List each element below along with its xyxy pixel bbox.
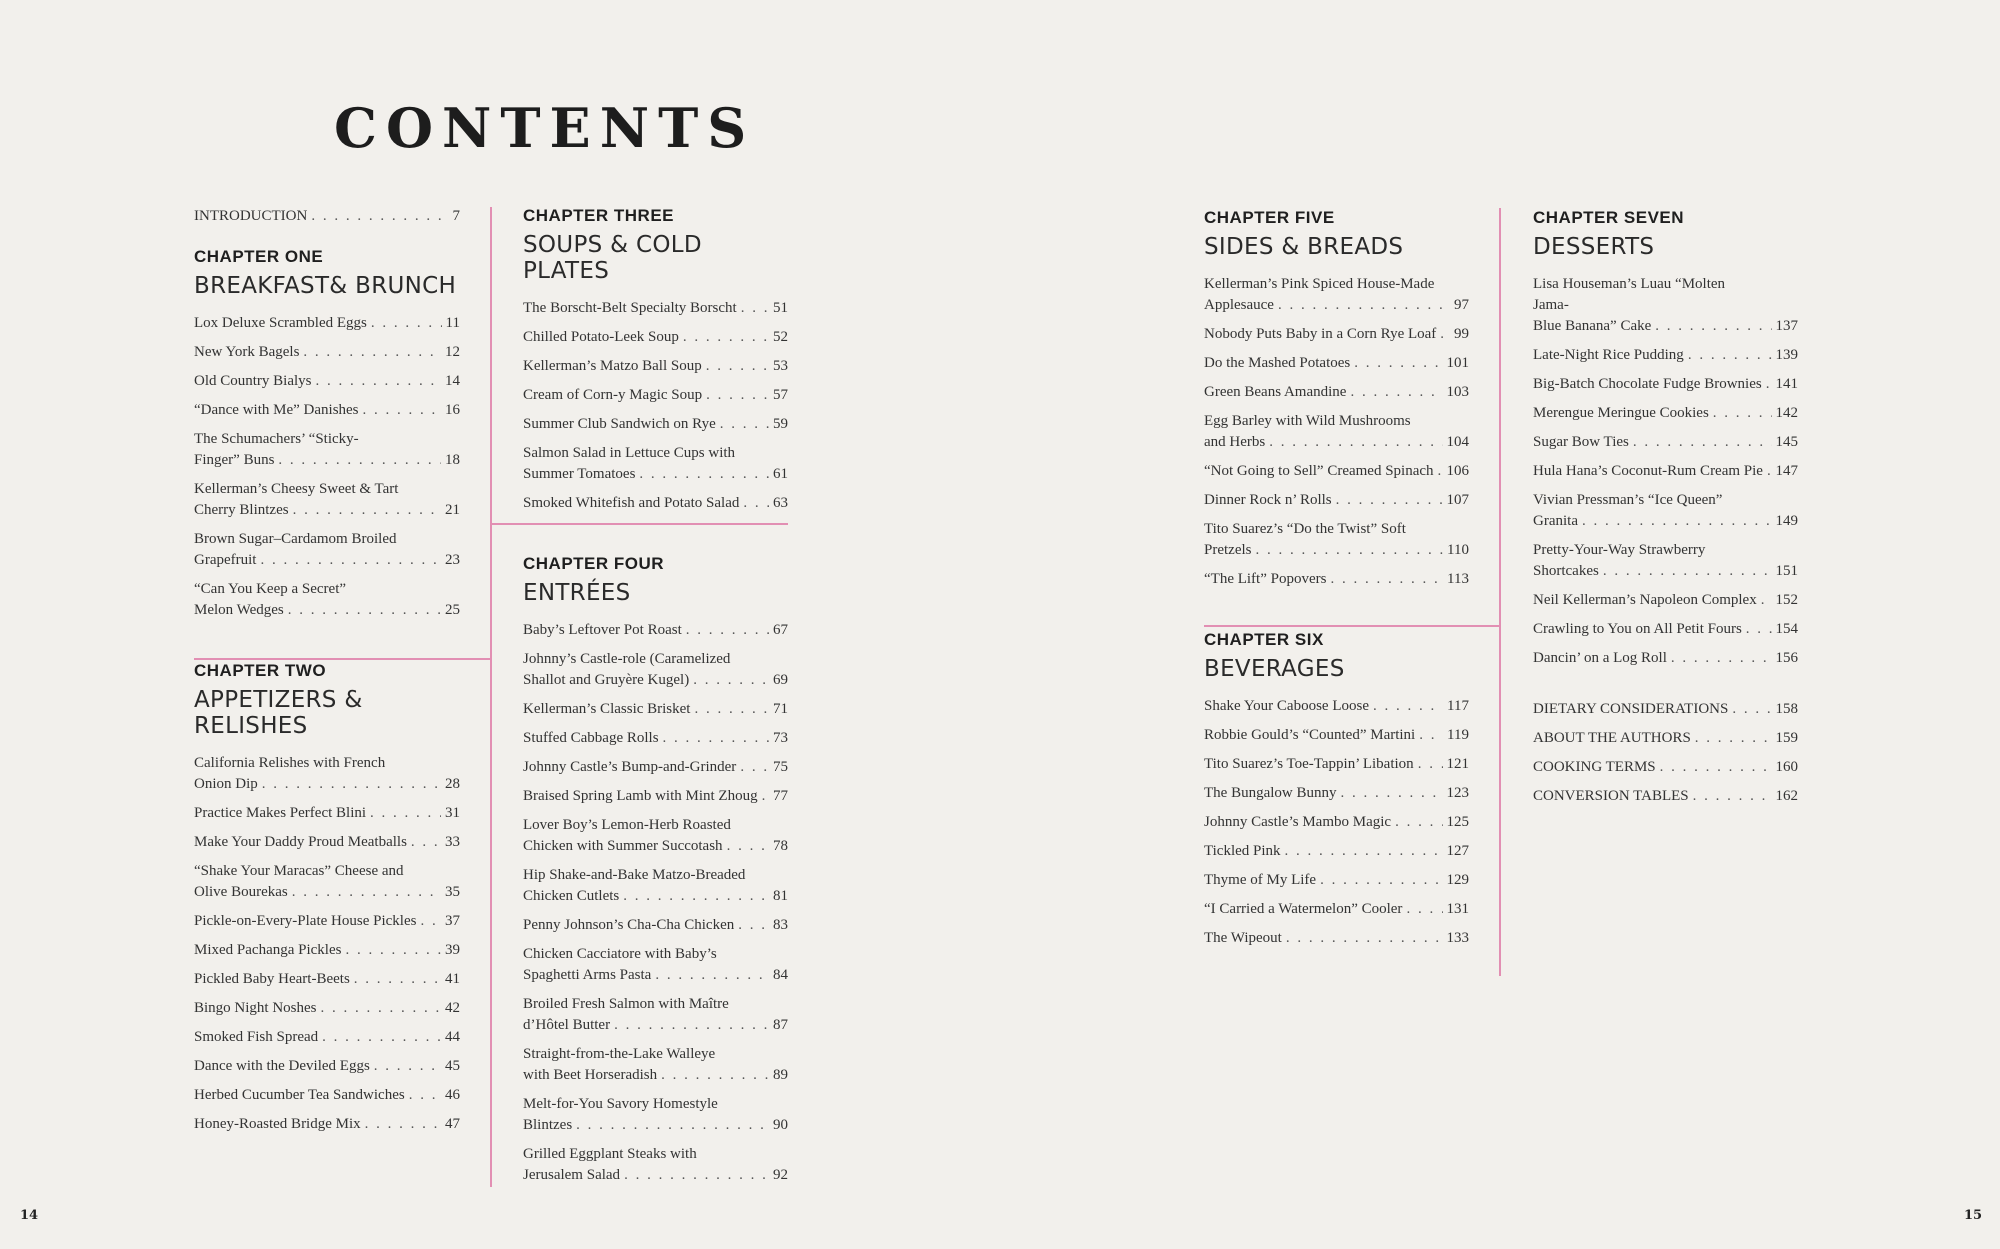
toc-entry[interactable] xyxy=(523,757,788,778)
entry-page: 59 xyxy=(773,416,788,432)
toc-entry[interactable] xyxy=(194,911,460,932)
entry-page: 16 xyxy=(445,402,460,418)
entry-text-line2: Onion Dip xyxy=(194,776,258,792)
toc-entry[interactable] xyxy=(194,579,460,621)
toc-entry[interactable] xyxy=(1204,812,1469,833)
entry-text: Summer Club Sandwich on Rye xyxy=(523,416,716,432)
entry-page: 97 xyxy=(1454,297,1469,313)
entry-page: 21 xyxy=(445,502,460,518)
toc-entry[interactable] xyxy=(523,493,788,514)
entry-page: 90 xyxy=(773,1117,788,1133)
entry-text: Nobody Puts Baby in a Corn Rye Loaf xyxy=(1204,326,1437,342)
chapter-section xyxy=(194,661,460,1135)
entry-text-line1: Melt-for-You Savory Homestyle xyxy=(523,1096,718,1112)
entry-page: 159 xyxy=(1775,730,1798,746)
entry-text: “Not Going to Sell” Creamed Spinach xyxy=(1204,463,1434,479)
toc-entry[interactable] xyxy=(1204,783,1469,804)
section-divider-ch3-ch4 xyxy=(491,523,788,525)
toc-entry[interactable] xyxy=(1533,786,1798,807)
toc-entry[interactable] xyxy=(1533,461,1798,482)
toc-entry[interactable] xyxy=(194,753,460,795)
entry-text-line1: Straight-from-the-Lake Walleye xyxy=(523,1046,716,1062)
entry-page: 139 xyxy=(1775,347,1798,363)
toc-entry[interactable] xyxy=(194,1056,460,1077)
entry-text: Dance with the Deviled Eggs xyxy=(194,1058,370,1074)
toc-entry[interactable] xyxy=(194,1114,460,1135)
entry-page: 133 xyxy=(1446,930,1469,946)
entry-text-line2: Shortcakes xyxy=(1533,563,1599,579)
toc-entry[interactable] xyxy=(194,429,460,471)
toc-entry[interactable] xyxy=(523,815,788,857)
toc-entry[interactable] xyxy=(523,298,788,319)
entry-page: 87 xyxy=(773,1017,788,1033)
entry-text: Johnny Castle’s Bump-and-Grinder xyxy=(523,759,737,775)
chapter-title[interactable]: BEVERAGES xyxy=(1204,656,1345,682)
entry-text: The Borscht-Belt Specialty Borscht xyxy=(523,300,737,316)
toc-entry[interactable] xyxy=(194,342,460,363)
entry-text-line1: Vivian Pressman’s “Ice Queen” xyxy=(1533,492,1723,508)
entry-text-line2: Finger” Buns xyxy=(194,452,275,468)
entry-text: Braised Spring Lamb with Mint Zhoug xyxy=(523,788,758,804)
entry-text: Honey-Roasted Bridge Mix xyxy=(194,1116,361,1132)
entry-text-line2: d’Hôtel Butter xyxy=(523,1017,611,1033)
entry-page: 25 xyxy=(445,602,460,618)
entry-text: “I Carried a Watermelon” Cooler xyxy=(1204,901,1403,917)
entry-page: 12 xyxy=(445,344,460,360)
toc-entry[interactable] xyxy=(1533,432,1798,453)
chapter-label: CHAPTER ONE xyxy=(194,247,324,266)
entry-text-line2: Grapefruit xyxy=(194,552,257,568)
entry-text-line1: Kellerman’s Cheesy Sweet & Tart xyxy=(194,481,399,497)
toc-entry[interactable] xyxy=(523,385,788,406)
toc-entry[interactable] xyxy=(1533,648,1798,669)
toc-entry[interactable] xyxy=(523,1044,788,1086)
entry-text-line2: Chicken with Summer Succotash xyxy=(523,838,723,854)
toc-entry[interactable] xyxy=(1204,928,1469,949)
entry-page: 131 xyxy=(1446,901,1469,917)
toc-entry[interactable] xyxy=(523,620,788,641)
entry-text-line1: Pretty-Your-Way Strawberry xyxy=(1533,542,1706,558)
entry-text: Practice Makes Perfect Blini xyxy=(194,805,367,821)
entry-page: 46 xyxy=(445,1087,460,1103)
toc-entry[interactable] xyxy=(194,803,460,824)
entry-text: Cream of Corn-y Magic Soup xyxy=(523,387,703,403)
entry-page: 147 xyxy=(1775,463,1798,479)
entry-text-line2: Cherry Blintzes xyxy=(194,502,289,518)
toc-column-1 xyxy=(194,206,460,1143)
entry-text: Dinner Rock n’ Rolls xyxy=(1204,492,1332,508)
entry-page: 83 xyxy=(773,917,788,933)
entry-text: Bingo Night Noshes xyxy=(194,1000,317,1016)
chapter-section xyxy=(1533,208,1798,669)
entry-text: Baby’s Leftover Pot Roast xyxy=(523,622,682,638)
entry-page: 52 xyxy=(773,329,788,345)
entry-text-line1: “Shake Your Maracas” Cheese and xyxy=(194,863,404,879)
toc-entry[interactable] xyxy=(194,371,460,392)
toc-entry[interactable] xyxy=(1204,519,1469,561)
entry-text: Late-Night Rice Pudding xyxy=(1533,347,1684,363)
toc-entry[interactable] xyxy=(1204,841,1469,862)
toc-entry[interactable] xyxy=(1204,411,1469,453)
column-divider-left xyxy=(490,207,492,1187)
entry-text: Pickle-on-Every-Plate House Pickles xyxy=(194,913,417,929)
entry-text: Robbie Gould’s “Counted” Martini xyxy=(1204,727,1416,743)
entry-text-line1: “Can You Keep a Secret” xyxy=(194,581,347,597)
entry-page: 78 xyxy=(773,838,788,854)
entry-page: 47 xyxy=(445,1116,460,1132)
chapter-label: CHAPTER FOUR xyxy=(523,554,665,573)
chapter-title[interactable]: SIDES & BREADS xyxy=(1204,234,1404,260)
entry-text: Crawling to You on All Petit Fours xyxy=(1533,621,1742,637)
entry-text-line2: Blintzes xyxy=(523,1117,573,1133)
entry-text: ABOUT THE AUTHORS xyxy=(1533,730,1691,746)
toc-entry-introduction[interactable] xyxy=(194,206,460,227)
toc-entry[interactable] xyxy=(1533,540,1798,582)
entry-text-line2: with Beet Horseradish xyxy=(523,1067,658,1083)
entry-text-line2: Granita xyxy=(1533,513,1578,529)
toc-entry[interactable] xyxy=(194,1027,460,1048)
entry-text: Johnny Castle’s Mambo Magic xyxy=(1204,814,1392,830)
entry-text-line2: Applesauce xyxy=(1204,297,1274,313)
entry-text-line1: Grilled Eggplant Steaks with xyxy=(523,1146,697,1162)
entry-page: 119 xyxy=(1447,727,1469,743)
entry-text: Stuffed Cabbage Rolls xyxy=(523,730,659,746)
entry-text: Tito Suarez’s Toe-Tappin’ Libation xyxy=(1204,756,1414,772)
entry-text: The Bungalow Bunny xyxy=(1204,785,1337,801)
entry-text-line2: Olive Bourekas xyxy=(194,884,288,900)
entry-text-line1: Egg Barley with Wild Mushrooms xyxy=(1204,413,1411,429)
toc-entry[interactable] xyxy=(194,861,460,903)
entry-page: 125 xyxy=(1446,814,1469,830)
chapter-label: CHAPTER SEVEN xyxy=(1533,208,1685,227)
entry-page: 42 xyxy=(445,1000,460,1016)
entry-page: 14 xyxy=(445,373,460,389)
entry-text: CONVERSION TABLES xyxy=(1533,788,1689,804)
entry-page: 39 xyxy=(445,942,460,958)
entry-page: 45 xyxy=(445,1058,460,1074)
toc-entry[interactable] xyxy=(523,443,788,485)
entry-page: 11 xyxy=(445,315,460,331)
entry-text-line2: Melon Wedges xyxy=(194,602,284,618)
entry-text: Lox Deluxe Scrambled Eggs xyxy=(194,315,367,331)
toc-entry[interactable] xyxy=(1204,461,1469,482)
entry-text: Old Country Bialys xyxy=(194,373,312,389)
entry-page: 44 xyxy=(445,1029,460,1045)
entry-page: 145 xyxy=(1775,434,1798,450)
entry-text: “The Lift” Popovers xyxy=(1204,571,1327,587)
entry-text: Merengue Meringue Cookies xyxy=(1533,405,1709,421)
entry-text-line1: Brown Sugar–Cardamom Broiled xyxy=(194,531,397,547)
toc-entry[interactable] xyxy=(194,832,460,853)
entry-text-line1: Tito Suarez’s “Do the Twist” Soft xyxy=(1204,521,1406,537)
toc-entry[interactable] xyxy=(1204,353,1469,374)
entry-page: 23 xyxy=(445,552,460,568)
entry-page: 106 xyxy=(1446,463,1469,479)
toc-entry[interactable] xyxy=(523,1094,788,1136)
toc-column-3 xyxy=(1204,208,1469,957)
entry-text-line2: Jerusalem Salad xyxy=(523,1167,621,1183)
entry-text: Sugar Bow Ties xyxy=(1533,434,1629,450)
toc-entry[interactable] xyxy=(523,994,788,1036)
entry-page: 89 xyxy=(773,1067,788,1083)
entry-text-line1: Chicken Cacciatore with Baby’s xyxy=(523,946,717,962)
entry-text: Dancin’ on a Log Roll xyxy=(1533,650,1667,666)
entry-page: 141 xyxy=(1775,376,1798,392)
entry-text-line1: Lisa Houseman’s Luau “Molten Jama- xyxy=(1533,276,1726,313)
entry-page: 103 xyxy=(1446,384,1469,400)
chapter-section xyxy=(523,554,788,1186)
entry-page: 151 xyxy=(1775,563,1798,579)
toc-entry[interactable] xyxy=(523,786,788,807)
toc-entry[interactable] xyxy=(523,649,788,691)
entry-text: The Wipeout xyxy=(1204,930,1282,946)
toc-entry[interactable] xyxy=(1533,699,1798,720)
section-divider-ch1-ch2 xyxy=(194,658,491,660)
entry-page: 99 xyxy=(1454,326,1469,342)
entry-page: 18 xyxy=(445,452,460,468)
chapter-title[interactable]: DESSERTS xyxy=(1533,234,1655,260)
entry-text: DIETARY CONSIDERATIONS xyxy=(1533,701,1729,717)
toc-entry[interactable] xyxy=(194,479,460,521)
toc-entry[interactable] xyxy=(523,414,788,435)
entry-page: 69 xyxy=(773,672,788,688)
entry-page: 51 xyxy=(773,300,788,316)
entry-page: 75 xyxy=(773,759,788,775)
entry-page: 156 xyxy=(1775,650,1798,666)
toc-entry[interactable] xyxy=(1204,754,1469,775)
entry-page: 53 xyxy=(773,358,788,374)
entry-page: 107 xyxy=(1446,492,1469,508)
chapter-label: CHAPTER TWO xyxy=(194,661,327,680)
entry-text-line1: Kellerman’s Pink Spiced House-Made xyxy=(1204,276,1435,292)
entry-text: Smoked Whitefish and Potato Salad xyxy=(523,495,740,511)
toc-entry[interactable] xyxy=(1204,490,1469,511)
entry-text-line1: Hip Shake-and-Bake Matzo-Breaded xyxy=(523,867,746,883)
entry-text: Hula Hana’s Coconut-Rum Cream Pie xyxy=(1533,463,1763,479)
entry-page: 31 xyxy=(445,805,460,821)
entry-page: 121 xyxy=(1446,756,1469,772)
entry-page: 28 xyxy=(445,776,460,792)
entry-page: 7 xyxy=(452,208,460,224)
toc-entry[interactable] xyxy=(1533,403,1798,424)
toc-entry[interactable] xyxy=(1533,274,1798,337)
toc-entry[interactable] xyxy=(523,327,788,348)
entry-text: Do the Mashed Potatoes xyxy=(1204,355,1351,371)
toc-entry[interactable] xyxy=(1204,870,1469,891)
entry-page: 110 xyxy=(1447,542,1469,558)
toc-entry[interactable] xyxy=(523,728,788,749)
entry-page: 127 xyxy=(1446,843,1469,859)
chapter-section xyxy=(523,206,788,514)
entry-text: INTRODUCTION xyxy=(194,208,308,224)
entry-text: Chilled Potato-Leek Soup xyxy=(523,329,679,345)
entry-text-line1: Johnny’s Castle-role (Caramelized xyxy=(523,651,731,667)
entry-text: Kellerman’s Matzo Ball Soup xyxy=(523,358,702,374)
entry-page: 67 xyxy=(773,622,788,638)
section-divider-ch5-ch6 xyxy=(1204,625,1500,627)
toc-entry[interactable] xyxy=(1533,728,1798,749)
entry-text-line1: The Schumachers’ “Sticky- xyxy=(194,431,359,447)
entry-text: Smoked Fish Spread xyxy=(194,1029,319,1045)
entry-page: 61 xyxy=(773,466,788,482)
entry-page: 41 xyxy=(445,971,460,987)
entry-text: Mixed Pachanga Pickles xyxy=(194,942,342,958)
entry-page: 71 xyxy=(773,701,788,717)
toc-column-2 xyxy=(523,206,788,1194)
toc-entry[interactable] xyxy=(194,400,460,421)
entry-text: Big-Batch Chocolate Fudge Brownies xyxy=(1533,376,1762,392)
toc-entry[interactable] xyxy=(523,865,788,907)
entry-text: “Dance with Me” Danishes xyxy=(194,402,359,418)
entry-text-line1: California Relishes with French xyxy=(194,755,386,771)
entry-text-line1: Broiled Fresh Salmon with Maître xyxy=(523,996,729,1012)
column-divider-right xyxy=(1499,208,1501,976)
entry-page: 73 xyxy=(773,730,788,746)
entry-page: 92 xyxy=(773,1167,788,1183)
toc-entry[interactable] xyxy=(523,356,788,377)
entry-page: 117 xyxy=(1447,698,1469,714)
toc-entry[interactable] xyxy=(194,998,460,1019)
entry-text: Shake Your Caboose Loose xyxy=(1204,698,1369,714)
toc-entry[interactable] xyxy=(1204,382,1469,403)
toc-entry[interactable] xyxy=(1204,324,1469,345)
entry-text: COOKING TERMS xyxy=(1533,759,1656,775)
chapter-title[interactable]: ENTRÉES xyxy=(523,580,631,606)
chapter-section xyxy=(1204,630,1469,949)
toc-entry[interactable] xyxy=(1204,899,1469,920)
back-matter-section xyxy=(1533,699,1798,807)
toc-entry[interactable] xyxy=(1533,619,1798,640)
chapter-section xyxy=(1204,208,1469,590)
toc-entry[interactable] xyxy=(1204,696,1469,717)
entry-page: 123 xyxy=(1446,785,1469,801)
entry-page: 160 xyxy=(1775,759,1798,775)
entry-page: 158 xyxy=(1775,701,1798,717)
chapter-title[interactable]: SOUPS & COLD PLATES xyxy=(523,232,702,284)
toc-entry[interactable] xyxy=(523,915,788,936)
chapter-title[interactable]: BREAKFAST& BRUNCH xyxy=(194,273,457,299)
entry-page: 137 xyxy=(1775,318,1798,334)
entry-page: 149 xyxy=(1775,513,1798,529)
chapter-label: CHAPTER FIVE xyxy=(1204,208,1335,227)
toc-entry[interactable] xyxy=(1533,374,1798,395)
entry-page: 129 xyxy=(1446,872,1469,888)
page-title: CONTENTS xyxy=(334,96,756,160)
entry-page: 35 xyxy=(445,884,460,900)
entry-text: Herbed Cucumber Tea Sandwiches xyxy=(194,1087,405,1103)
entry-page: 101 xyxy=(1446,355,1469,371)
toc-entry[interactable] xyxy=(1204,725,1469,746)
page-number-right: 15 xyxy=(1964,1208,1983,1223)
entry-page: 77 xyxy=(773,788,788,804)
entry-page: 162 xyxy=(1775,788,1798,804)
entry-text: Tickled Pink xyxy=(1204,843,1281,859)
entry-text-line2: and Herbs xyxy=(1204,434,1266,450)
entry-page: 154 xyxy=(1775,621,1798,637)
toc-entry[interactable] xyxy=(523,699,788,720)
entry-page: 104 xyxy=(1446,434,1469,450)
entry-page: 84 xyxy=(773,967,788,983)
entry-text-line2: Spaghetti Arms Pasta xyxy=(523,967,652,983)
entry-page: 33 xyxy=(445,834,460,850)
entry-page: 113 xyxy=(1447,571,1469,587)
entry-page: 81 xyxy=(773,888,788,904)
toc-entry[interactable] xyxy=(1204,569,1469,590)
toc-entry[interactable] xyxy=(1533,590,1798,611)
toc-entry[interactable] xyxy=(194,313,460,334)
entry-text: Thyme of My Life xyxy=(1204,872,1317,888)
entry-text-line1: Lover Boy’s Lemon-Herb Roasted xyxy=(523,817,731,833)
toc-column-4 xyxy=(1533,208,1798,815)
entry-text: Neil Kellerman’s Napoleon Complex xyxy=(1533,592,1757,608)
entry-text: Penny Johnson’s Cha-Cha Chicken xyxy=(523,917,735,933)
entry-text: Pickled Baby Heart-Beets xyxy=(194,971,350,987)
entry-text: Green Beans Amandine xyxy=(1204,384,1347,400)
entry-text: Kellerman’s Classic Brisket xyxy=(523,701,691,717)
chapter-label: CHAPTER SIX xyxy=(1204,630,1324,649)
entry-text-line1: Salmon Salad in Lettuce Cups with xyxy=(523,445,736,461)
entry-text-line2: Summer Tomatoes xyxy=(523,466,636,482)
toc-entry[interactable] xyxy=(194,529,460,571)
toc-entry[interactable] xyxy=(1533,345,1798,366)
toc-entry[interactable] xyxy=(1533,757,1798,778)
toc-entry[interactable] xyxy=(194,940,460,961)
entry-page: 63 xyxy=(773,495,788,511)
entry-text: Make Your Daddy Proud Meatballs xyxy=(194,834,407,850)
entry-page: 142 xyxy=(1775,405,1798,421)
toc-entry[interactable] xyxy=(1533,490,1798,532)
introduction-section xyxy=(194,206,460,227)
entry-text-line2: Chicken Cutlets xyxy=(523,888,620,904)
entry-text-line2: Shallot and Gruyère Kugel) xyxy=(523,672,690,688)
entry-text-line2: Blue Banana” Cake xyxy=(1533,318,1652,334)
entry-page: 37 xyxy=(445,913,460,929)
entry-text: New York Bagels xyxy=(194,344,300,360)
toc-entry[interactable] xyxy=(194,969,460,990)
chapter-label: CHAPTER THREE xyxy=(523,206,675,225)
chapter-title[interactable]: APPETIZERS & RELISHES xyxy=(194,687,363,739)
toc-entry[interactable] xyxy=(1204,274,1469,316)
page-number-left: 14 xyxy=(20,1208,39,1223)
chapter-section xyxy=(194,247,460,621)
entry-page: 57 xyxy=(773,387,788,403)
entry-text-line2: Pretzels xyxy=(1204,542,1252,558)
toc-entry[interactable] xyxy=(523,944,788,986)
toc-entry[interactable] xyxy=(523,1144,788,1186)
entry-page: 152 xyxy=(1775,592,1798,608)
toc-entry[interactable] xyxy=(194,1085,460,1106)
